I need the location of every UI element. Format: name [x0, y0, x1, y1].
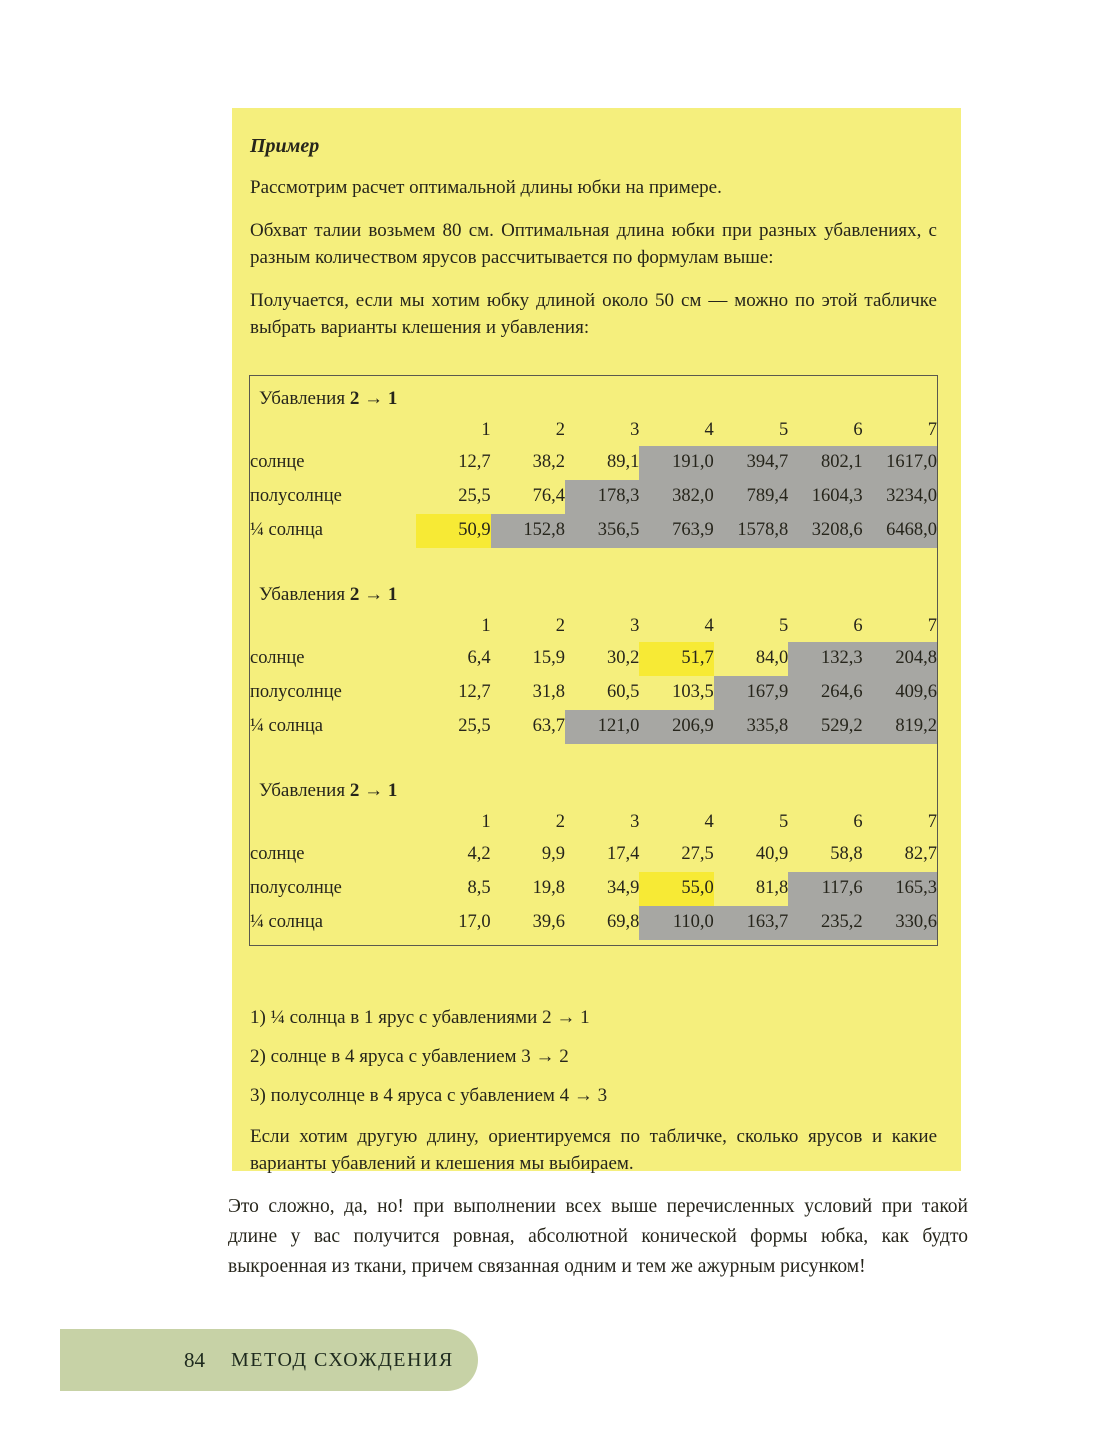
value-cell: 25,5: [458, 486, 491, 507]
value-cell: 152,8: [491, 514, 565, 548]
table-row: [250, 446, 937, 480]
table-row: [250, 514, 937, 548]
value-cell: 789,4: [714, 480, 788, 514]
value-cell: 330,6: [863, 906, 937, 940]
column-header: 1: [481, 811, 491, 832]
table-corner-cell: [250, 418, 416, 446]
column-header: 5: [778, 615, 789, 636]
row-label: ¼ солнца: [250, 520, 323, 541]
table-corner-cell: [250, 614, 416, 642]
paragraph-closing: Если хотим другую длину, ориентируемся по табличке, сколько ярусов и какие варианты убавлений и клешения мы выбираем.: [250, 1125, 937, 1174]
value-cell: 39,6: [532, 912, 566, 933]
value-cell: 204,8: [863, 642, 937, 676]
value-cell: 382,0: [639, 480, 713, 514]
value-cell: 19,8: [532, 878, 566, 899]
table-heading: Убавления 2 → 1: [259, 583, 398, 605]
value-cell: 69,8: [607, 912, 640, 933]
value-cell: 356,5: [565, 514, 639, 548]
value-cell: 163,7: [714, 906, 788, 940]
value-cell: 335,8: [714, 710, 788, 744]
table-row: [250, 480, 937, 514]
row-label: солнце: [250, 844, 305, 865]
value-cell: 103,5: [672, 682, 714, 703]
value-cell: 529,2: [788, 710, 862, 744]
value-cell: 25,5: [458, 716, 491, 737]
values-table: [250, 418, 937, 548]
length-tables-box: [249, 375, 938, 946]
value-cell: 58,8: [830, 844, 863, 865]
table-row: [250, 838, 937, 872]
row-label: полусолнце: [250, 878, 342, 899]
table-header-row: [250, 418, 937, 446]
list-item-3: 3) полусолнце в 4 яруса с убавлением 4 → 3: [250, 1084, 608, 1106]
column-header: 6: [853, 419, 863, 440]
value-cell: 121,0: [565, 710, 639, 744]
value-cell: 76,4: [532, 486, 566, 507]
table-header-row: [250, 810, 937, 838]
value-cell: 165,3: [863, 872, 937, 906]
column-header: 5: [778, 811, 789, 832]
column-header: 6: [853, 811, 863, 832]
column-header: 7: [927, 811, 937, 832]
value-cell: 191,0: [639, 446, 713, 480]
value-cell: 15,9: [532, 648, 566, 669]
decrease-table-3: [250, 768, 937, 945]
column-header: 1: [481, 419, 491, 440]
value-cell: 9,9: [541, 844, 566, 865]
table-heading: Убавления 2 → 1: [259, 779, 398, 801]
value-cell: 8,5: [467, 878, 491, 899]
value-cell: 117,6: [788, 872, 862, 906]
value-cell: 30,2: [607, 648, 640, 669]
column-header: 6: [853, 615, 863, 636]
value-cell: 27,5: [681, 844, 714, 865]
value-cell: 12,7: [458, 452, 491, 473]
value-cell: 110,0: [639, 906, 713, 940]
table-row: [250, 710, 937, 744]
options-list: [250, 1007, 937, 1107]
column-header: 3: [630, 419, 640, 440]
table-row: [250, 906, 937, 940]
value-cell: 63,7: [532, 716, 566, 737]
value-cell: 178,3: [565, 480, 639, 514]
panel-title: Пример: [250, 135, 320, 157]
column-header: 4: [704, 615, 714, 636]
list-item-1: 1) ¼ солнца в 1 ярус с убавлениями 2 → 1: [250, 1006, 590, 1028]
value-cell: 763,9: [639, 514, 713, 548]
value-cell: 55,0: [639, 872, 713, 906]
row-label: полусолнце: [250, 486, 342, 507]
column-header: 3: [630, 615, 640, 636]
value-cell: 3208,6: [788, 514, 862, 548]
column-header: 1: [481, 615, 491, 636]
chapter-title: МЕТОД СХОЖДЕНИЯ: [231, 1348, 454, 1371]
row-label: полусолнце: [250, 682, 342, 703]
column-header: 7: [927, 419, 937, 440]
value-cell: 167,9: [714, 676, 788, 710]
column-header: 7: [927, 615, 937, 636]
row-label: ¼ солнца: [250, 716, 323, 737]
value-cell: 89,1: [607, 452, 640, 473]
value-cell: 51,7: [639, 642, 713, 676]
value-cell: 1617,0: [863, 446, 937, 480]
value-cell: 12,7: [458, 682, 491, 703]
value-cell: 4,2: [467, 844, 491, 865]
table-row: [250, 676, 937, 710]
value-cell: 819,2: [863, 710, 937, 744]
value-cell: 60,5: [607, 682, 640, 703]
decrease-table-2: [250, 572, 937, 744]
value-cell: 81,8: [755, 878, 789, 899]
table-row: [250, 872, 937, 906]
page-number: 84: [184, 1347, 205, 1372]
row-label: солнце: [250, 648, 305, 669]
value-cell: 17,4: [607, 844, 640, 865]
column-header: 3: [630, 811, 640, 832]
value-cell: 84,0: [755, 648, 789, 669]
column-header: 4: [704, 419, 714, 440]
value-cell: 6,4: [467, 648, 491, 669]
paragraph-intro: Рассмотрим расчет оптимальной длины юбки на примере.: [250, 177, 722, 198]
table-row: [250, 642, 937, 676]
value-cell: 235,2: [788, 906, 862, 940]
row-label: ¼ солнца: [250, 912, 323, 933]
value-cell: 1578,8: [714, 514, 788, 548]
value-cell: 50,9: [416, 514, 490, 548]
value-cell: 82,7: [904, 844, 937, 865]
value-cell: 264,6: [788, 676, 862, 710]
decrease-table-1: [250, 376, 937, 548]
values-table: [250, 614, 937, 744]
value-cell: 40,9: [755, 844, 789, 865]
example-panel: [232, 108, 961, 1174]
list-item-2: 2) солнце в 4 яруса с убавлением 3 → 2: [250, 1045, 569, 1067]
column-header: 4: [704, 811, 714, 832]
value-cell: 132,3: [788, 642, 862, 676]
column-header: 2: [555, 811, 566, 832]
value-cell: 34,9: [607, 878, 640, 899]
footer-bar: [60, 1329, 478, 1391]
value-cell: 17,0: [458, 912, 491, 933]
value-cell: 394,7: [714, 446, 788, 480]
value-cell: 802,1: [788, 446, 862, 480]
value-cell: 38,2: [532, 452, 566, 473]
values-table: [250, 810, 937, 940]
paragraph-result: Получается, если мы хотим юбку длиной около 50 см — можно по этой табличке выбрать варианты клешения и убавления:: [250, 289, 937, 338]
column-header: 2: [555, 419, 566, 440]
value-cell: 409,6: [863, 676, 937, 710]
paragraph-waist: Обхват талии возьмем 80 см. Оптимальная длина юбки при разных убавлениях, с разным количеством ярусов рассчитывается по формулам выше:: [250, 219, 937, 268]
table-header-row: [250, 614, 937, 642]
table-heading: Убавления 2 → 1: [259, 387, 398, 409]
value-cell: 1604,3: [788, 480, 862, 514]
row-label: солнце: [250, 452, 305, 473]
table-corner-cell: [250, 810, 416, 838]
value-cell: 3234,0: [863, 480, 937, 514]
paragraph-conclusion: Это сложно, да, но! при выполнении всех выше перечисленных условий при такой длине у вас получится ровная, абсолютной конической формы юбка, как будто выкроенная из ткани, причем связанная одним и тем же ажурным рисунком!: [228, 1196, 968, 1277]
column-header: 2: [555, 615, 566, 636]
value-cell: 6468,0: [863, 514, 937, 548]
value-cell: 206,9: [639, 710, 713, 744]
value-cell: 31,8: [532, 682, 566, 703]
column-header: 5: [778, 419, 789, 440]
